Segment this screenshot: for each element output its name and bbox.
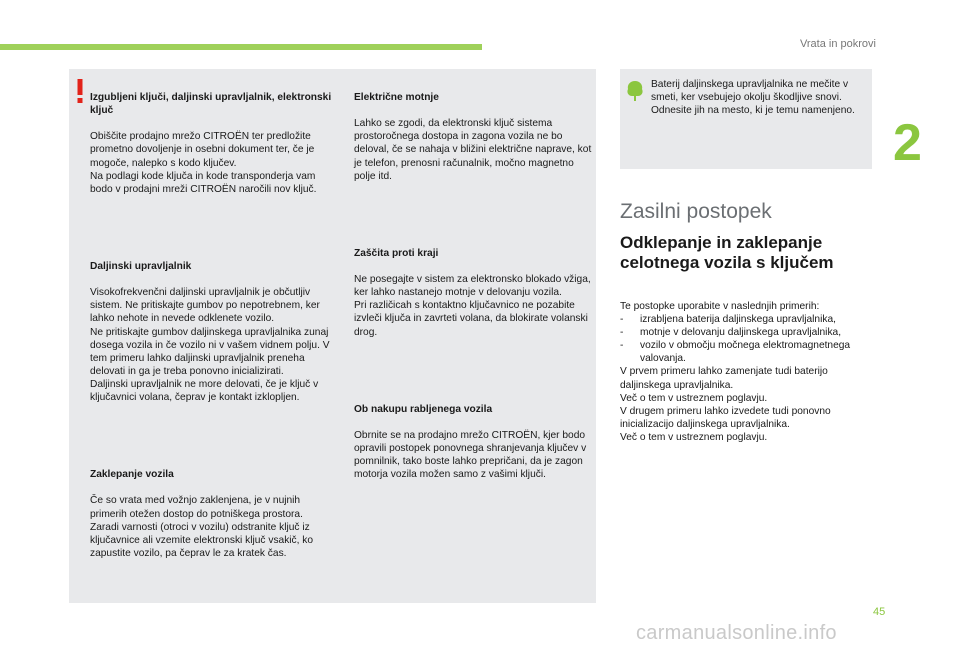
block-text: Obiščite prodajno mrežo CITROËN ter predložite prometno dovoljenje in osebni dokument ter, če je mogoče, nalepko s kodo ključev. Na podlagi kode ključa in kode transponderja vam bodo v prodajni mreži CITROËN naročili nov ključ. (90, 131, 317, 195)
page-number: 45 (873, 606, 886, 618)
list-item: - izrabljena baterija daljinskega upravljalnika, (620, 313, 880, 326)
exclamation-icon (75, 79, 85, 103)
block-text: Obrnite se na prodajno mrežo CITROËN, kjer bodo opravili postopek ponovnega shranjevanja ključev v pomnilnik, tako boste lahko prepričani, da je zagon motorja vozila možen samo z vašimi ključi. (354, 429, 587, 481)
procedure-paragraph: V prvem primeru lahko zamenjate tudi baterijo daljinskega upravljalnika. Več o tem v ustreznem poglavju. V drugem primeru lahko izvedete tudi ponovno inicializacijo daljinskega upravljalnika. Več o tem v ustreznem poglavju. (620, 366, 831, 443)
tip-text: Baterij daljinskega upravljalnika ne mečite v smeti, ker vsebujejo okolju škodljive snovi. Odnesite jih na mesto, ki je temu namenjeno. (651, 79, 855, 117)
section-title: Vrata in pokrovi (799, 38, 876, 50)
chapter-number: 2 (893, 114, 922, 172)
watermark: carmanualsonline.info (636, 622, 837, 644)
warning-block-locking (90, 455, 335, 573)
warning-block-interference (354, 78, 592, 196)
warning-column-left (90, 78, 335, 573)
warning-block-remote-control (90, 247, 335, 417)
section-heading: Zasilni postopek (620, 200, 772, 223)
procedure-case-list (620, 313, 880, 365)
block-heading: Električne motnje (354, 92, 439, 104)
block-text: Lahko se zgodi, da elektronski ključ sistema prostoročnega dostopa in zagona vozila ne bo deloval, če se nahaja v bližini električne naprave, kot je telefon, prenosni računalnik, močno magnetno polje itd. (354, 118, 592, 182)
block-text: Visokofrekvenčni daljinski upravljalnik je občutljiv sistem. Ne pritiskajte gumbov po nepotrebnem, ker lahko nehote in nevede odklenete vozilo. Ne pritiskajte gumbov daljinskega upravljalnika zunaj dosega vozila in če vozilo ni v vašem vidnem polju. V tem primeru lahko daljinski upravljalnik preneha delovati in ga je treba ponovno inicializirati. Daljinski upravljalnik ne more delovati, če je ključ v ključavnici volana, čeprav je kontakt izklopljen. (90, 287, 330, 403)
warning-block-anti-theft (354, 234, 592, 352)
procedure-text (620, 300, 880, 444)
warning-block-lost-keys (90, 78, 335, 209)
block-text: Če so vrata med vožnjo zaklenjena, je v nujnih primerih otežen dostop do potniškega prostora. Zaradi varnosti (otroci v vozilu) odstranite ključ iz ključavnice ali vzemite elektronski ključ vsakič, ko zapustite vozilo, pa čeprav le za kratek čas. (90, 495, 314, 559)
list-item: - motnje v delovanju daljinskega upravljalnika, (620, 326, 880, 339)
block-text: Ne posegajte v sistem za elektronsko blokado vžiga, ker lahko nastanejo motnje v delovanju vozila. Pri različicah s kontaktno ključavnico ne pozabite izvleči ključa in zavrteti volana, da blokirate volanski drog. (354, 274, 591, 338)
leaf-icon (626, 80, 644, 102)
block-heading: Zaščita proti kraji (354, 247, 439, 259)
block-heading: Daljinski upravljalnik (90, 261, 192, 273)
subsection-heading: Odklepanje in zaklepanje celotnega vozila s ključem (620, 233, 834, 272)
warning-column-right (354, 78, 592, 494)
warning-block-used-vehicle (354, 390, 592, 495)
procedure-intro: Te postopke uporabite v naslednjih primerih: (620, 301, 820, 312)
list-item: - vozilo v območju močnega elektromagnetnega valovanja. (620, 339, 880, 365)
header-accent-bar (0, 44, 482, 50)
block-heading: Ob nakupu rabljenega vozila (354, 403, 493, 415)
block-heading: Izgubljeni ključi, daljinski upravljalnik, elektronski ključ (90, 92, 332, 117)
block-heading: Zaklepanje vozila (90, 469, 174, 481)
